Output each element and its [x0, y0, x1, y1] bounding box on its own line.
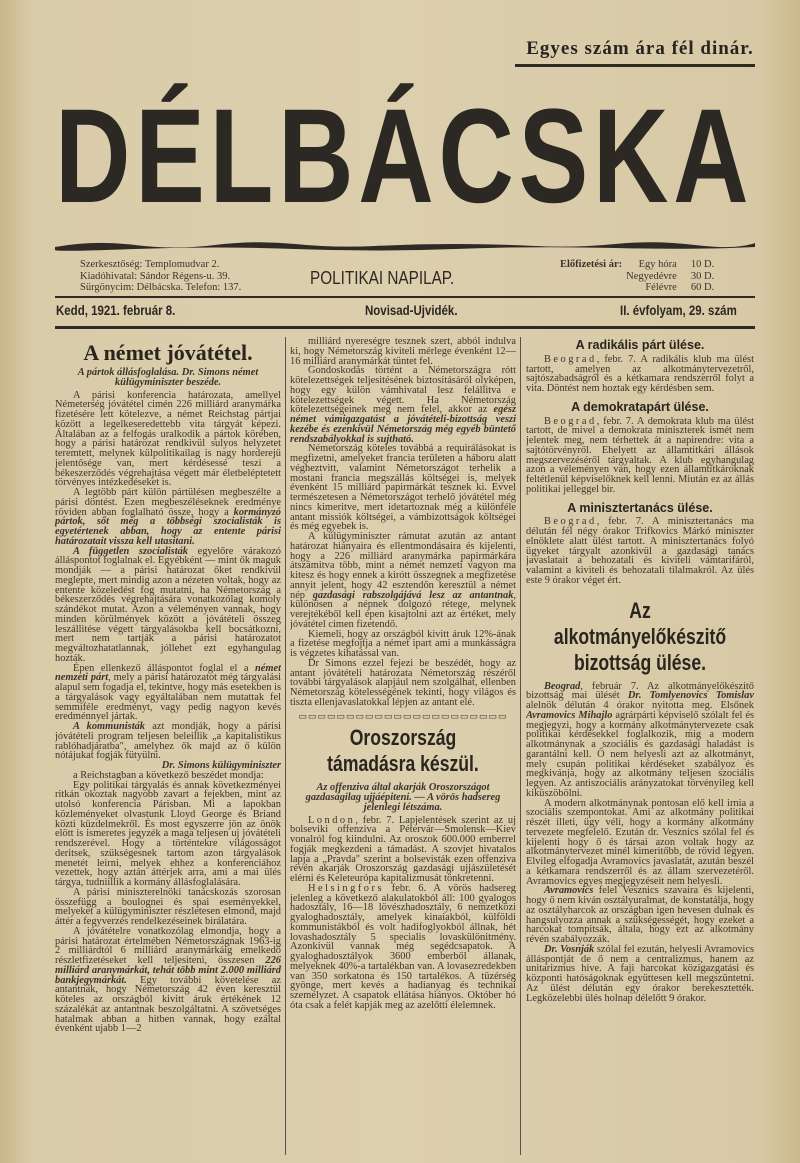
text: Egy politikai tárgyalás és annak következményei ritkán okoztak nagyobb zavart a fejekben, mint az utolsó konferencia Párisban. Mi a lapokban közleményeket olvastunk Lloyd George és Briand közti küzdelmekről. És most egyszerre jön az önök elött is ismeretes jegyzék a maga teljesen uj jóvátételi rendszerével. Hogy a történtekre világosságot deritsek, szükségesnek tartom azon tárgyalások menetét leirni, melyek ehhez a konferenciához vezettek, hogy aztán áttérjek arra, ami a mai ülés tárgya, tudniillik a kormány állásfoglalására. — [55, 779, 281, 888]
masthead-title — [55, 80, 755, 234]
text: febr. 6. A vörös hadsereg jelenleg a következő alakulatokból áll: 100 gyalogos hadosztály, 16—18 lövészhadosztály, 6 nemzetközi gyaloghadosztály, amelyek kinaiakból, külföldi kommunistákból és volt hadifoglyokból állnak, hét lovashadosztály 5 specialis lovaskülönitmény. Azonkivül vannak még segédcsapatok. A gyaloghadosztályok 3600 emberből állanak, melyeknek 40%-a tartalékban van. A lovasezredekben van 350 sorkatona és 150 tartalékos. A tüzérség gyönge, mert kevés a hadianyag és technikai személyzet. A csapatok ellátása hiányos. Október hó óta csak a felét kapják meg az azelőtti élelemnek. — [290, 882, 516, 1011]
text: Kiemeli, hogy az országból kivitt áruk 12%-ának a fizetése megfojtja a német ipart ami a munkásságra is végzetes kihatással van. — [290, 628, 516, 659]
text: A legtöbb párt külön pártülésen megbeszélte a párisi döntést. Ezen megbeszéléseknek eredménye röviden abban foglalható össze, hogy a — [55, 487, 281, 518]
text: felel Vesznics szavaira és kijelenti, hogy ő nem kiván osztályuralmat, de konstatálja, hogy az osztályharcok az országban igen hevesen dulnak és hangsulyozza annak a szükségességét, hogy ezeket a harcokat tompitsák, általa, hogy ezt az alkotmány révén szabályozzák. — [526, 885, 754, 945]
article-body-continued — [290, 337, 516, 708]
paragraph — [55, 722, 281, 761]
dateline-place: Beograd — [544, 415, 597, 427]
text: , február 7. Az alkotmányelőkészitő bizottság mai ülését — [526, 680, 754, 702]
masthead-wave-rule — [55, 238, 755, 252]
section-title: A demokratapárt ülése. — [571, 399, 709, 414]
paragraph — [526, 355, 754, 394]
price: 30 D. — [690, 270, 715, 282]
period: Negyedévre — [626, 270, 677, 282]
issue-date: Kedd, 1921. február 8. — [56, 302, 176, 318]
paragraph — [526, 886, 754, 945]
paragraph — [290, 816, 516, 884]
text: , mely a párisi határozatot még tárgyalási alapul sem fogadja el, tekintve, hogy más esetekben is a tárgyalások vagy egyáltalában nem mutattak fel semmiféle eredményt, vagy pedig nagyon kevés eredménnyel jártak. — [55, 672, 281, 723]
emphasis: Beograd — [544, 680, 581, 692]
text: , febr. 7. Lapjelentések szerint az uj bolseviki offenziva a Pétervár—Smolensk—Kiev vonalról fog kiindulni. Az oroszok 600.000 emberrel fogják megkezdeni a támadást. A szovjet hivatalos lapja a „Pravda" szerint a bolsevisták ezen offenziva révén akarják Oroszország gazdasági ujjászületését elérni és Keleteurópa kapitalizmusát tönkretenni. — [290, 814, 516, 884]
text: , febr. 7. A minisztertanács ma délután fél négy órakor Trifkovics Márkó miniszter elnöklete alatt ülést tartott. A minisztertanács folyó ügyeket tárgyalt azonkivül a gazdasági tanács javaslatait a behozatali és kiviteli vámtarifáról, valamint a kiviteli és behozatali tilalmakról. Az ülés este 9 órakor véget ért. — [526, 516, 754, 586]
paragraph — [290, 884, 516, 1011]
paragraph — [55, 781, 281, 888]
emphasis: 226 milliárd aranymárkát, tehát több mint 2.000 milliárd bankjegymárkát. — [55, 955, 281, 986]
emphasis: Dr. Tomlyenovics Tomislav — [627, 690, 754, 702]
article-title: A német jóvátétel. — [83, 340, 253, 365]
article-subtitle: Az offenziva által akarják Oroszországot gazdaságilag ujjáépiteni. — A vörös hadsereg jelenlegi létszáma. — [305, 782, 501, 813]
dateline-place: Beograd — [544, 353, 597, 365]
subscription-table — [560, 259, 714, 294]
text: agrárpárti képviselő szólalt fel és megjegyzi, hogy a kormány alkotmánytervezete csak politikai kérdésekkel foglalkozik, mig a modern alkotmánynak a szociális és gazdasági haladást is garantálni kell. Ő nem helyesli azt az alkotmányt, mely csupán politikai kérdéseket szabályoz és megkivánja, hogy az alkotmány teljesen szociális legyen. Az antiszociális arányzatokat törvényileg kell kiküszöbölni. — [526, 709, 754, 799]
text: alelnök délután 4 órakor nyitotta meg. Elsőnek — [526, 700, 754, 711]
section-title: A minisztertanács ülése. — [567, 500, 713, 515]
news-briefs — [526, 338, 754, 586]
text: A modern alkotmánynak pontosan elő kell irnia a szociális szempontokat. Ami az alkotmány politikai részét illeti, ügy véli, hogy a kormány alkotmány tervezete megfelelő. Ezután dr. Vesznics szólal fel és kijelenti hogy ő és társai azon voltak hogy az alkotmánytervezet minél kimeritőbb, de rövid legyen. Elvileg elfogadja Avramovics javaslatát, azután beszél a kétkamara rendszerről és az állam szervezetéről. Avramovics egyes megjegyzéseit nem helyesli. — [526, 797, 754, 887]
paragraph — [290, 532, 516, 630]
address-block — [80, 259, 241, 294]
section-body — [526, 355, 754, 394]
paragraph — [526, 799, 754, 887]
period: Félévre — [645, 282, 677, 293]
text: , febr. 7. A radikális klub ma ülést tartott, amelyen az alkotmánytervezetről, sajtószabadságról és a kétkamara rendszerről folyt a vita. Döntést nem hoztak egy kérdésben sem. — [526, 353, 754, 394]
dateline-place: London — [308, 814, 356, 826]
price: 60 D. — [690, 282, 715, 293]
article-body — [526, 682, 754, 1004]
section-body — [526, 417, 754, 495]
subscription-prices — [560, 259, 714, 294]
paragraph — [290, 337, 516, 366]
paragraph — [290, 444, 516, 532]
header-rule-bottom — [55, 326, 755, 329]
paragraph — [290, 366, 516, 444]
text: A párisi konferencia határozata, amellyel Németerség jóvátétel cimén 226 milliárd aranymárka fizetésére lett kötelezve, a német Reichstag pártjai között a legelkeseredettebb vita tárgyát képezi. Általában az a felfogás uralkodik a pártok körében, hogy a párisi határozat rendkivül sulyos helyzetet teremtett, melynek külpolitikailag is nagy horderejü jelentősége van, mert kérdésessé teszi a békeszerződés végrehajtása végett már életbeléptetett törvényes intézkedéseket is. — [55, 389, 281, 489]
column-divider — [520, 337, 521, 1155]
issue-number: II. évfolyam, 29. szám — [620, 302, 737, 318]
editorial-address: Szerkesztőség: Templomudvar 2. — [80, 259, 220, 270]
paragraph — [290, 659, 516, 708]
text: A külügyminiszter rámutat azután az antant határozat hiányaira és ellentmondásaira és kijelenti, hogy a 226 milliárd aranymárka papirmárkára átszámitva több, mint a német nemzeti vagyon ma kitesz és hogy ennek a kirótt összegnek a megfizetése annyit jelent, hogy 42 esztendőn keresztül a német nép — [290, 531, 516, 601]
dateline-place: Beograd — [544, 516, 597, 528]
paragraph — [55, 888, 281, 927]
paragraph — [55, 927, 281, 1034]
paragraph — [55, 664, 281, 723]
paragraph — [55, 391, 281, 489]
text: milliárd nyereségre tesznek szert, abból indulva ki, hogy Németország kiviteli mérlege évenként 12—16 milliárd aranymárkát tüntet fel. — [290, 337, 516, 367]
column-1 — [55, 337, 281, 1155]
article-body — [290, 816, 516, 1011]
emphasis: kormányzó pártok, sőt még a többségi szocialisták is egyetértenek abban, hogy az entente párisi határozatait vissza kell utasitani. — [55, 506, 281, 547]
article-title: Oroszország támadásra készül. — [327, 725, 479, 777]
paragraph — [526, 517, 754, 585]
text: Épen ellenkező álláspontot foglal el a — [73, 662, 256, 674]
text: , különösen a népnek dolgozó rétege, melynek verejtékéből kell épen kisajtolni azt az értéket, mely jóvátétel cimen fizetendő. — [290, 589, 516, 630]
price: 10 D. — [690, 259, 715, 270]
emphasis: A kommunisták — [73, 721, 145, 732]
text: egyelőre várakozó álláspontot foglalnak el. Egyébként — mint ők maguk mondják — a párisi határozat őket rendkivül meglepte, mert mindig azon a nézeten voltak, hogy az entente közeledést fog mutatni, ha Németország a békeszerződés végrehajtására vonatkozólag komoly szándékot mutat. Azon a véleményen vannak, hogy minden körülmények között a jóvátételi összeg leszállitése végett tárgyalásokba kell bocsátkozni, mert nem tartják a párisi határozatot megváltozhatatlannak, jóllehet ezt egyhangulag hozták. — [55, 545, 281, 664]
paragraph — [55, 547, 281, 664]
emphasis: Dr. Vosnják — [544, 943, 595, 955]
emphasis: egész német vámigazgatást a jóvátételi-bizottság veszi kezébe és ezenkivül Németország még egyéb büntető rendszabályokkal is sujtható. — [290, 404, 516, 445]
price-rule — [515, 64, 755, 67]
column-divider — [285, 337, 286, 1155]
paragraph — [526, 417, 754, 495]
column-2 — [290, 337, 516, 1155]
text: A párisi miniszterelnöki tanácskozás szorosan összefügg a boulognei és spai eseményekkel, melyeket a külügyminiszter részletesen elmond, majd áttér a fegyverzés rendelkezéseinek birálatára. — [55, 886, 281, 927]
paragraph — [526, 682, 754, 799]
column-3 — [526, 337, 754, 1155]
emphasis: Avramovics — [544, 885, 594, 897]
article-title: Az alkotmányelőkészitő bizottság ülése. — [553, 597, 727, 675]
article-body — [55, 391, 281, 1035]
emphasis: Avramovics Mihajlo — [526, 709, 613, 721]
text: Németország köteles továbbá a requirálásokat is megfizetni, amelyeket francia területen a háboru alatt végheztvitt, valamint Németországot terhelik a mostani francia megszállás költségei is, melyek évenként 15 milliárd papirmárkát tesznek ki. Evvel természetesen a Németországot terhelő jóvátétel még nincs kimeritve, mert idetartoznak még a különféle antant missiók költségei, a vámbizottságok költségei és még egyebek is. — [290, 443, 516, 533]
section-body — [526, 517, 754, 585]
text: Gondoskodás történt a Németországra rótt kötelezettségek teljesitésének biztositásáról olyképen, hogy egy külön vámhivatal lesz felállitva e kötelezettségek végett. Ha Németország kötelezettségeinek meg nem felel, akkor az — [290, 365, 516, 416]
text: azt mondják, hogy a párisi jóvátételi program teljesen beleillik „a kapitalistikus rablóhadjáratba", amelyhez ők majd az ő külön nótájukat fogják fütyülni. — [55, 721, 281, 762]
text: a Reichstagban a következő beszédet mondja: — [73, 769, 264, 781]
emphasis: gazdasági rabszolgájává lesz az antantnak — [312, 589, 514, 601]
masthead-text: DÉLBÁCSKA — [55, 82, 754, 231]
text: szólal fel ezután, helyesli Avramovics álláspontját de ő nem a centralizmus, hanem az unitarizmus hive. A faji harcokat közigazgatási és központi hatóságoknak együttesen kell megszüntetni. Az ülést délután egy órakor berekesztették. Legközelebbi ülés holnap délelőtt 9 órakor. — [526, 943, 754, 1004]
ornament-divider: ▭▭▭▭▭▭▭▭▭▭▭▭▭▭▭▭▭▭▭▭▭▭ — [298, 711, 508, 721]
period: Egy hóra — [638, 259, 677, 270]
telegraph-address: Sürgönycim: Délbácska. Telefon: 137. — [80, 282, 242, 293]
section-title: A radikális párt ülése. — [575, 338, 705, 352]
speaker-heading: Dr. Simons külügyminiszter — [161, 760, 281, 771]
paper-subtitle: POLITIKAI NAPILAP. — [310, 268, 455, 288]
text: Egy további követelése az antantnak, hogy Németország 42 éven keresztül köteles az országból kivitt áruk értékének 12 százalékát az antantnak beszolgáltatni. A szövetséges hatalmak abban a hitben vannak, hogy ezáltal évenként ujabb 1—2 — [55, 974, 281, 1035]
paragraph — [290, 630, 516, 659]
text: A jóvátételre vonatkozólag elmondja, hogy a párisi határozat értelmében Németországnak 1963-ig 2 milliárdtól 6 milliárd aranymárkáig emelkedő részletfizetéseket kell teljesiteni, összesen — [55, 925, 281, 966]
article-subtitle: A pártok állásfoglalása. Dr. Simons német külügyminiszter beszéde. — [77, 367, 259, 388]
text: , febr. 7. A demokrata klub ma ülést tartott, de mivel a demokrata miniszterek ismét nem jelentek meg, nem térhettek át a napirendre: vita a sajtótörvényről. Ehelyett az államtitkári állások megszervezéséről tárgyaltak. A klub egyhangulag azon a véleményen van, hogy ezen államtitkároknak feltétlenül képviselőknek kell lenni. Miután ez az állás politikai jelleggel bir. — [526, 415, 754, 495]
subscription-label: Előfizetési ár: — [560, 259, 623, 270]
dateline-place: Helsingfors — [308, 882, 384, 894]
emphasis: A független szocialisták — [73, 545, 188, 557]
emphasis: német nemzeti párt — [55, 662, 281, 684]
issue-price: Egyes szám ára fél dinár. — [526, 38, 754, 59]
header-rule — [55, 296, 755, 298]
publisher-address: Kiadóhivatal: Sándor Régens-u. 39. — [80, 270, 231, 282]
paragraph — [55, 488, 281, 547]
issue-place: Novisad-Ujvidék. — [365, 302, 458, 318]
paragraph — [526, 945, 754, 1004]
text: Dr Simons ezzel fejezi be beszédét, hogy az antant jóvátételi határozata Németország részéről további tárgyalások alapjául nem szolgálhat, ellenben Németország kötelességének tekinti, hogy világos és tiszta ellenjavaslatokkal lépjen az antant elé. — [290, 657, 516, 708]
